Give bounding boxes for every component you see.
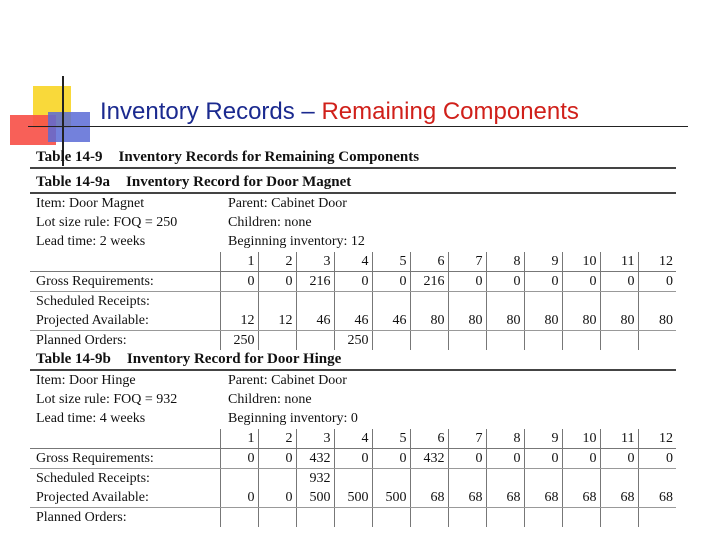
table-main-title: Inventory Records for Remaining Components [118,149,420,165]
hinge-cell: 0 [486,449,524,469]
magnet-row-label: Planned Orders: [36,333,127,348]
hinge-cell [334,469,372,489]
magnet-cell [562,331,600,351]
magnet-cell [296,292,334,312]
hinge-row [30,449,676,469]
magnet-cell: 250 [334,331,372,351]
decor-title-underline [28,126,688,127]
magnet-cell [448,292,486,312]
hinge-cell [334,508,372,528]
hinge-table-number: Table 14-9b [36,351,111,367]
magnet-cell: 216 [296,272,334,292]
magnet-cell: 12 [220,311,258,331]
magnet-cell: 250 [220,331,258,351]
hinge-record-table [30,429,676,527]
magnet-row-label: Scheduled Receipts: [36,294,150,309]
magnet-cell [410,292,448,312]
hinge-cell: 68 [410,488,448,508]
magnet-cell: 0 [562,272,600,292]
magnet-period-12: 12 [638,252,676,272]
hinge-cell [638,508,676,528]
magnet-cell [486,292,524,312]
hinge-cell [600,469,638,489]
magnet-cell [638,292,676,312]
hinge-cell [562,508,600,528]
magnet-cell: 80 [562,311,600,331]
hinge-cell: 0 [524,449,562,469]
hinge-row [30,508,676,528]
magnet-cell [524,292,562,312]
hinge-row-label: Planned Orders: [36,510,127,525]
magnet-cell [638,331,676,351]
hinge-cell: 68 [600,488,638,508]
magnet-cell: 0 [486,272,524,292]
magnet-lot-size: Lot size rule: FOQ = 250 [36,215,178,230]
hinge-cell: 0 [562,449,600,469]
magnet-cell [486,331,524,351]
magnet-period-5: 5 [372,252,410,272]
hinge-cell: 500 [296,488,334,508]
hinge-period-8: 8 [486,429,524,449]
magnet-row [30,292,676,312]
slide-title-accent: Remaining Components [321,98,579,125]
hinge-cell [296,508,334,528]
magnet-cell: 80 [448,311,486,331]
hinge-cell: 432 [410,449,448,469]
magnet-row [30,272,676,292]
table-main-caption [30,148,676,169]
magnet-cell: 80 [486,311,524,331]
hinge-lot-size: Lot size rule: FOQ = 932 [36,392,178,407]
hinge-cell: 0 [220,449,258,469]
hinge-cell [524,469,562,489]
magnet-row-label: Projected Available: [30,311,220,331]
magnet-cell [600,292,638,312]
magnet-row-label: Gross Requirements: [30,272,220,292]
magnet-cell: 80 [410,311,448,331]
magnet-cell [220,292,258,312]
magnet-period-7: 7 [448,252,486,272]
hinge-cell: 0 [258,488,296,508]
hinge-cell [372,508,410,528]
hinge-cell: 0 [448,449,486,469]
hinge-period-6: 6 [410,429,448,449]
slide-title-main: Inventory Records – [100,98,322,125]
hinge-cell: 500 [334,488,372,508]
hinge-period-11: 11 [600,429,638,449]
hinge-cell [220,469,258,489]
magnet-cell: 0 [448,272,486,292]
hinge-cell: 68 [638,488,676,508]
table-main-number: Table 14-9 [36,149,103,165]
magnet-table-number: Table 14-9a [36,174,111,190]
magnet-cell [448,331,486,351]
hinge-cell: 68 [562,488,600,508]
magnet-cell: 216 [410,272,448,292]
decor-blue-square [48,112,90,142]
magnet-cell [562,292,600,312]
hinge-item: Item: Door Hinge [36,373,136,388]
magnet-lead-time: Lead time: 2 weeks [36,234,146,249]
hinge-period-12: 12 [638,429,676,449]
magnet-cell: 0 [334,272,372,292]
magnet-header-blank [30,252,220,272]
hinge-beginning-inventory: Beginning inventory: 0 [228,411,358,426]
magnet-cell: 0 [220,272,258,292]
magnet-cell [258,292,296,312]
magnet-row [30,311,676,331]
hinge-cell [448,508,486,528]
hinge-cell [258,469,296,489]
hinge-period-header [30,429,676,449]
hinge-cell [410,508,448,528]
magnet-cell: 46 [372,311,410,331]
hinge-cell [638,469,676,489]
hinge-period-3: 3 [296,429,334,449]
hinge-cell: 0 [600,449,638,469]
magnet-cell [258,331,296,351]
magnet-cell [600,331,638,351]
hinge-cell [562,469,600,489]
hinge-cell: 68 [524,488,562,508]
hinge-row-label: Gross Requirements: [30,449,220,469]
magnet-cell [372,292,410,312]
hinge-parent: Parent: Cabinet Door [228,373,347,388]
magnet-record-table [30,252,676,350]
hinge-cell [486,508,524,528]
hinge-children: Children: none [228,392,312,407]
magnet-caption [30,173,676,194]
hinge-header-blank [30,429,220,449]
hinge-info [30,371,676,429]
magnet-period-1: 1 [220,252,258,272]
magnet-cell: 0 [524,272,562,292]
hinge-period-1: 1 [220,429,258,449]
hinge-cell [258,508,296,528]
magnet-cell: 80 [638,311,676,331]
hinge-cell: 432 [296,449,334,469]
hinge-period-4: 4 [334,429,372,449]
inventory-document [30,148,676,527]
hinge-cell: 68 [448,488,486,508]
magnet-cell: 80 [600,311,638,331]
magnet-period-8: 8 [486,252,524,272]
hinge-row-label: Projected Available: [30,488,220,508]
magnet-cell: 12 [258,311,296,331]
magnet-cell [296,331,334,351]
hinge-cell: 0 [258,449,296,469]
magnet-children: Children: none [228,215,312,230]
magnet-cell [372,331,410,351]
magnet-period-header [30,252,676,272]
hinge-table-title: Inventory Record for Door Hinge [126,351,342,367]
magnet-cell: 0 [258,272,296,292]
hinge-cell [372,469,410,489]
hinge-cell [524,508,562,528]
magnet-cell [524,331,562,351]
magnet-period-4: 4 [334,252,372,272]
hinge-row-label: Scheduled Receipts: [36,471,150,486]
magnet-item: Item: Door Magnet [36,196,145,211]
magnet-period-10: 10 [562,252,600,272]
hinge-row [30,488,676,508]
hinge-period-5: 5 [372,429,410,449]
magnet-row [30,331,676,351]
magnet-period-6: 6 [410,252,448,272]
slide-title [100,98,579,126]
hinge-period-10: 10 [562,429,600,449]
hinge-lead-time: Lead time: 4 weeks [36,411,146,426]
magnet-period-11: 11 [600,252,638,272]
hinge-cell [600,508,638,528]
magnet-period-9: 9 [524,252,562,272]
hinge-cell: 932 [296,469,334,489]
hinge-period-9: 9 [524,429,562,449]
magnet-cell: 0 [372,272,410,292]
hinge-cell: 0 [334,449,372,469]
magnet-cell: 0 [600,272,638,292]
hinge-cell [486,469,524,489]
magnet-cell [410,331,448,351]
hinge-cell: 68 [486,488,524,508]
hinge-cell [220,508,258,528]
magnet-cell [334,292,372,312]
hinge-row [30,469,676,489]
magnet-cell: 46 [334,311,372,331]
hinge-cell: 0 [220,488,258,508]
magnet-cell: 0 [638,272,676,292]
magnet-cell: 80 [524,311,562,331]
hinge-cell: 0 [638,449,676,469]
hinge-period-7: 7 [448,429,486,449]
magnet-parent: Parent: Cabinet Door [228,196,347,211]
hinge-cell [410,469,448,489]
hinge-caption [30,350,676,371]
magnet-period-2: 2 [258,252,296,272]
magnet-cell: 46 [296,311,334,331]
hinge-cell: 0 [372,449,410,469]
magnet-beginning-inventory: Beginning inventory: 12 [228,234,365,249]
hinge-period-2: 2 [258,429,296,449]
hinge-cell [448,469,486,489]
magnet-info [30,194,676,252]
hinge-cell: 500 [372,488,410,508]
magnet-table-title: Inventory Record for Door Magnet [126,174,352,190]
magnet-period-3: 3 [296,252,334,272]
